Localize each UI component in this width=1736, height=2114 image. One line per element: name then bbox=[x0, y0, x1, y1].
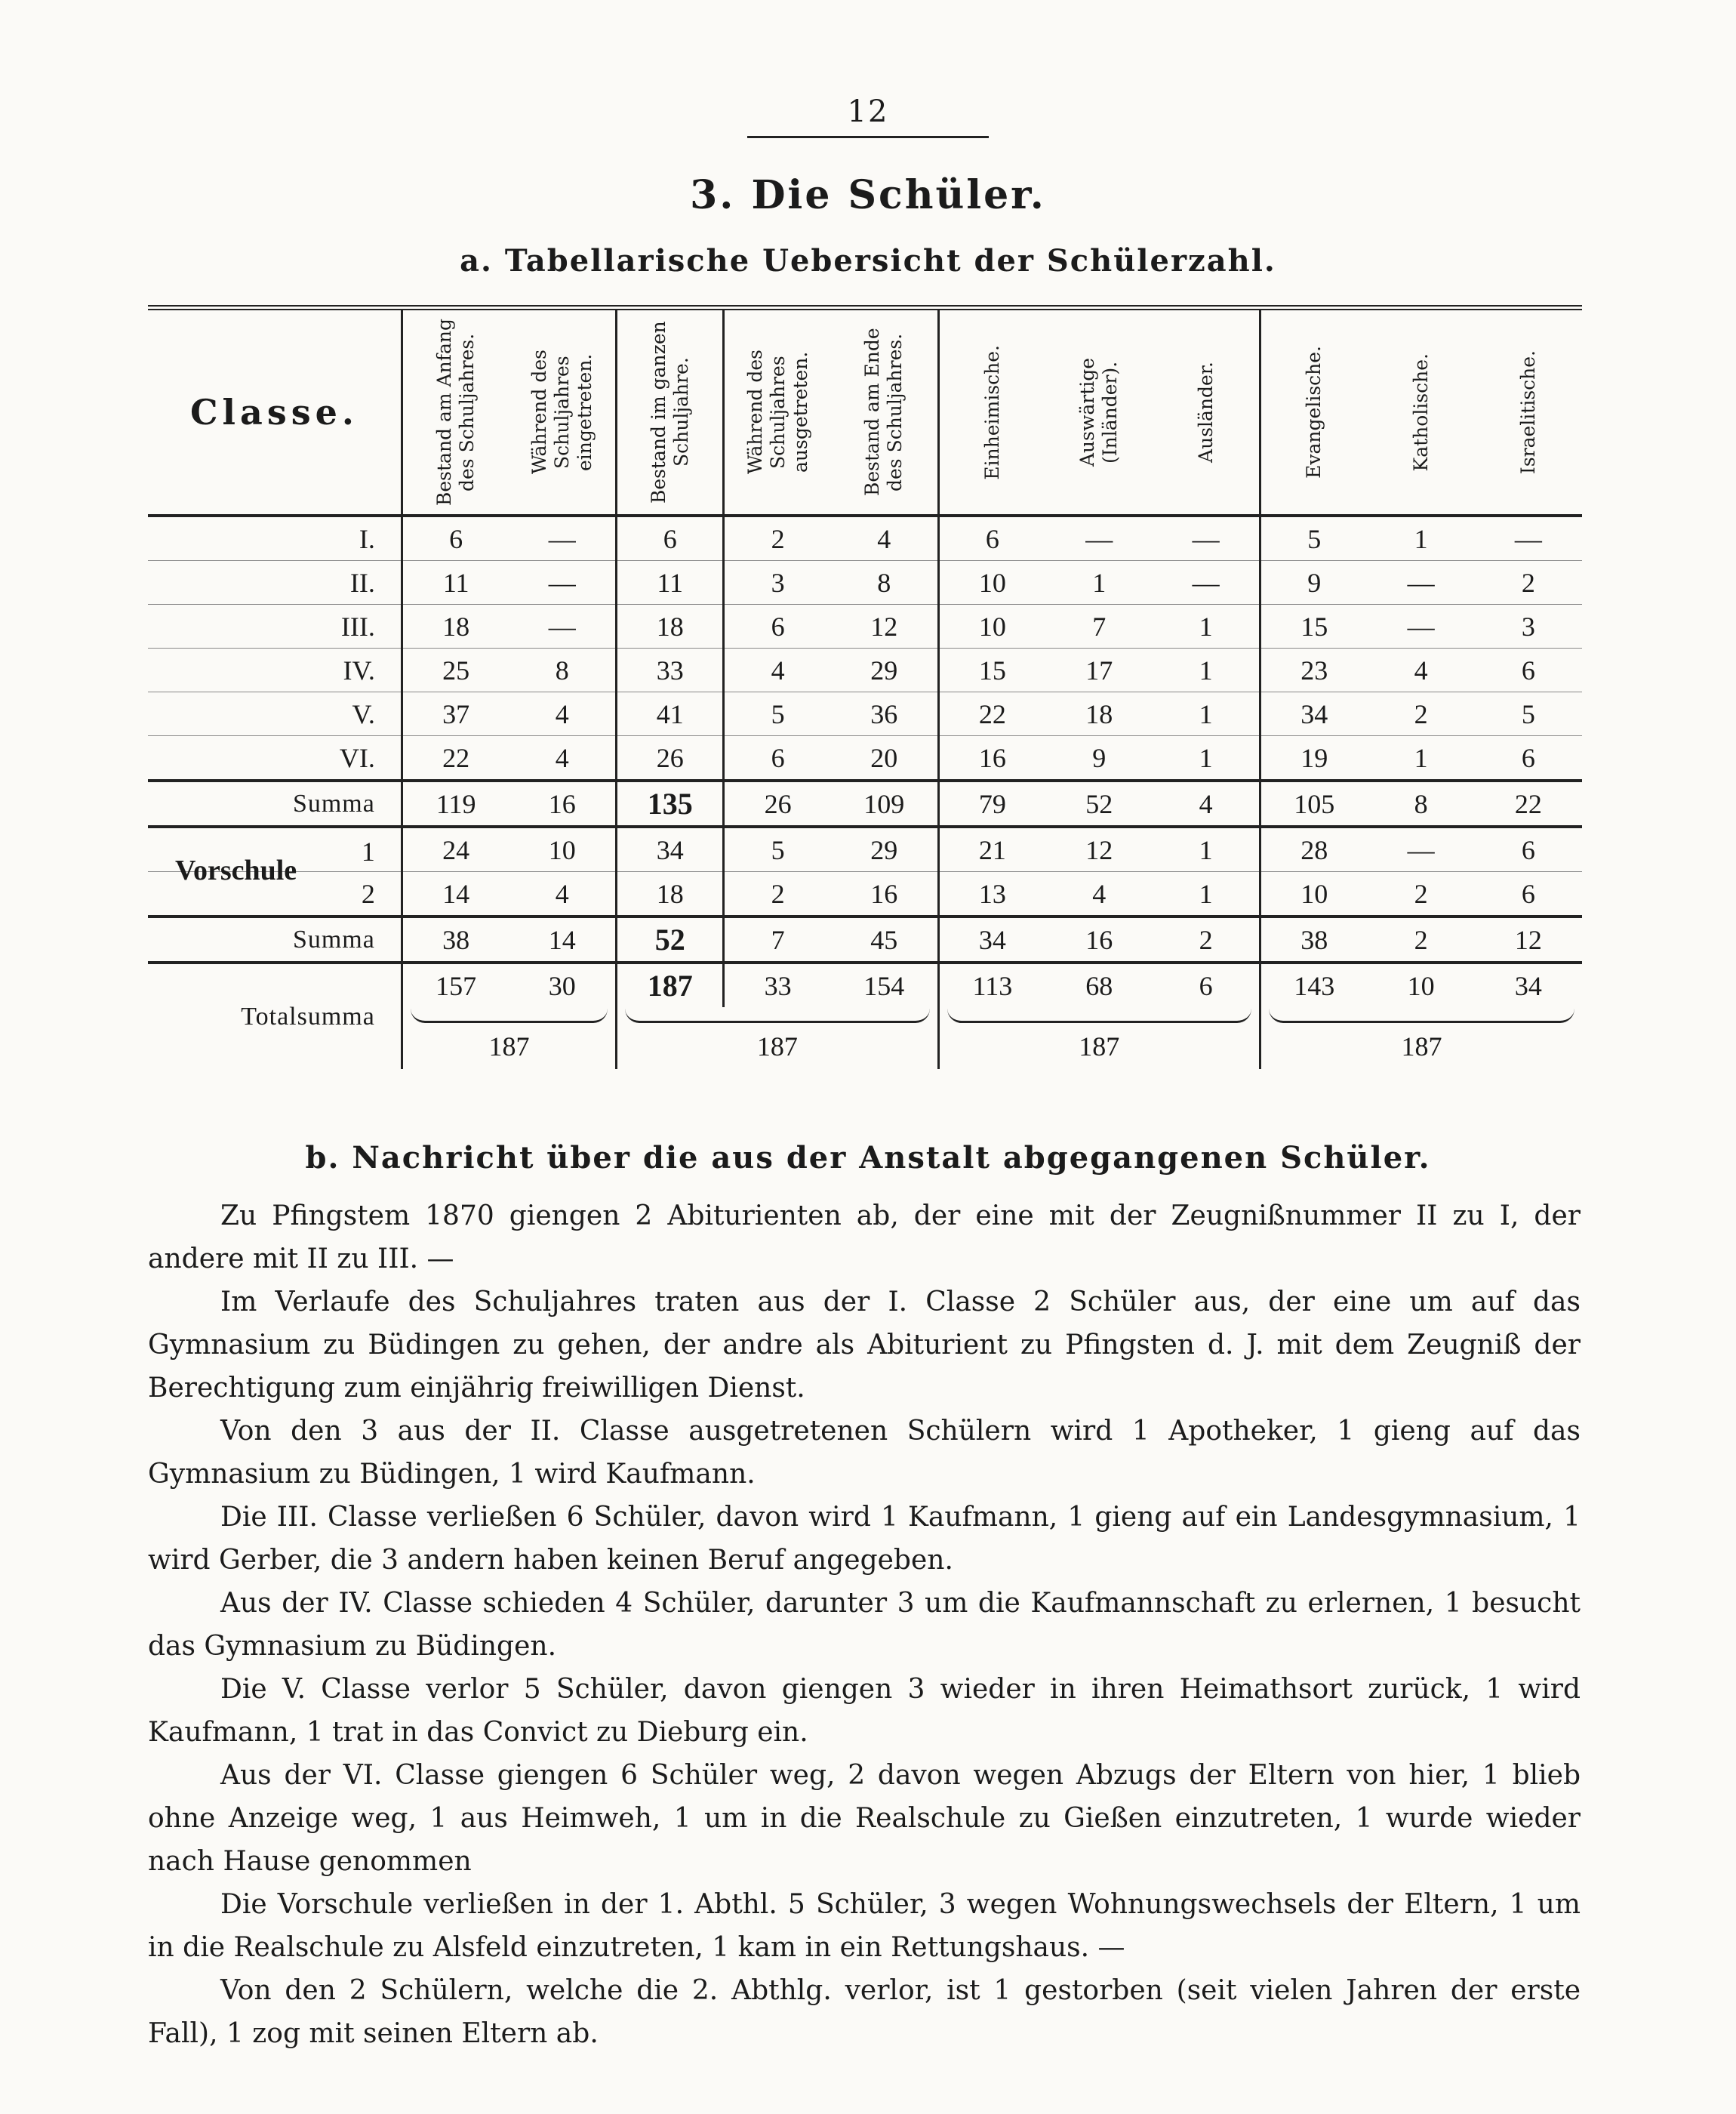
table-cell: 4 bbox=[509, 692, 616, 736]
table-cell: 13 bbox=[938, 872, 1045, 917]
table-cell: 4 bbox=[724, 649, 831, 692]
table-cell: 4 bbox=[509, 872, 616, 917]
table-cell: 28 bbox=[1260, 827, 1367, 872]
table-cell: 6 bbox=[938, 516, 1045, 561]
table-cell: 36 bbox=[831, 692, 938, 736]
section-title: 3. Die Schüler. bbox=[690, 172, 1046, 218]
vorschule-row bbox=[148, 827, 1582, 872]
group-total: 187 bbox=[617, 1024, 938, 1069]
table-cell: 135 bbox=[617, 781, 724, 827]
table-cell: 8 bbox=[509, 649, 616, 692]
paragraph: Aus der IV. Classe schieden 4 Schüler, darunter 3 um die Kaufmannschaft zu erlernen, 1 besucht das Gymnasium zu Büdingen. bbox=[148, 1588, 1581, 1662]
table-cell: 14 bbox=[402, 872, 509, 917]
table-cell: 105 bbox=[1260, 781, 1367, 827]
column-header: Einheimische. bbox=[938, 308, 1045, 516]
table-cell: 33 bbox=[724, 963, 831, 1007]
column-header: Auswärtige (Inländer). bbox=[1045, 308, 1153, 516]
table-cell: 7 bbox=[1045, 605, 1153, 649]
column-header: Während des Schuljahres eingetreten. bbox=[509, 308, 616, 516]
table-cell: — bbox=[1368, 561, 1475, 605]
table-cell: 26 bbox=[724, 781, 831, 827]
column-header: Bestand im ganzen Schuljahre. bbox=[617, 308, 724, 516]
table-cell: — bbox=[1368, 827, 1475, 872]
table-cell: 143 bbox=[1260, 963, 1367, 1007]
table-cell: 16 bbox=[831, 872, 938, 917]
table-cell: 6 bbox=[1475, 736, 1582, 781]
group-total: 187 bbox=[1260, 1024, 1582, 1069]
table-cell: — bbox=[509, 561, 616, 605]
table-cell: 34 bbox=[938, 917, 1045, 963]
table-cell: 1 bbox=[1045, 561, 1153, 605]
table-cell: 4 bbox=[509, 736, 616, 781]
table-row bbox=[148, 649, 1582, 692]
table-cell: 37 bbox=[402, 692, 509, 736]
table-cell: 10 bbox=[1260, 872, 1367, 917]
table-cell: 26 bbox=[617, 736, 724, 781]
table-cell: 6 bbox=[1475, 649, 1582, 692]
table-cell: — bbox=[1475, 516, 1582, 561]
summa-row bbox=[148, 781, 1582, 827]
table-cell: 25 bbox=[402, 649, 509, 692]
table-cell: 20 bbox=[831, 736, 938, 781]
table-cell: 1 bbox=[1153, 872, 1260, 917]
row-label: VI. bbox=[148, 736, 402, 781]
table-cell: 187 bbox=[617, 963, 724, 1007]
departures-text bbox=[148, 1194, 1581, 2055]
table-cell: 14 bbox=[509, 917, 616, 963]
table-cell: 16 bbox=[509, 781, 616, 827]
table-cell: 3 bbox=[724, 561, 831, 605]
table-cell: 1 bbox=[1153, 605, 1260, 649]
page-number: 12 bbox=[847, 94, 889, 129]
table-cell: 21 bbox=[938, 827, 1045, 872]
group-brace bbox=[1260, 1007, 1582, 1024]
table-cell: 34 bbox=[1260, 692, 1367, 736]
table-cell: 154 bbox=[831, 963, 938, 1007]
table-cell: 11 bbox=[402, 561, 509, 605]
table-cell: — bbox=[1368, 605, 1475, 649]
table-cell: 38 bbox=[1260, 917, 1367, 963]
table-cell: 6 bbox=[617, 516, 724, 561]
table-cell: 2 bbox=[724, 516, 831, 561]
column-header: Während des Schuljahres ausgetreten. bbox=[724, 308, 831, 516]
table-cell: 15 bbox=[1260, 605, 1367, 649]
column-header: Bestand am Ende des Schuljahres. bbox=[831, 308, 938, 516]
table-cell: 10 bbox=[1368, 963, 1475, 1007]
table-cell: 2 bbox=[1368, 872, 1475, 917]
table-row bbox=[148, 692, 1582, 736]
table-cell: 2 bbox=[1368, 917, 1475, 963]
table-cell: 10 bbox=[938, 605, 1045, 649]
column-header: Israelitische. bbox=[1475, 308, 1582, 516]
table-cell: 5 bbox=[1475, 692, 1582, 736]
table-cell: — bbox=[1153, 516, 1260, 561]
vorschule-row bbox=[148, 872, 1582, 917]
table-cell: 6 bbox=[1475, 827, 1582, 872]
table-cell: 17 bbox=[1045, 649, 1153, 692]
column-header: Katholische. bbox=[1368, 308, 1475, 516]
table-cell: 52 bbox=[617, 917, 724, 963]
vorschule-sub-label: 2 bbox=[148, 872, 402, 917]
table-cell: 2 bbox=[1368, 692, 1475, 736]
table-cell: 1 bbox=[1153, 692, 1260, 736]
column-header: Bestand am Anfang des Schuljahres. bbox=[402, 308, 509, 516]
vorschule-label-cell bbox=[148, 827, 402, 886]
table-row bbox=[148, 605, 1582, 649]
table-cell: 18 bbox=[617, 605, 724, 649]
table-cell: 2 bbox=[724, 872, 831, 917]
total-label: Totalsumma bbox=[148, 963, 402, 1069]
table-cell: 1 bbox=[1153, 649, 1260, 692]
table-cell: 30 bbox=[509, 963, 616, 1007]
table-cell: 4 bbox=[831, 516, 938, 561]
table-cell: 1 bbox=[1368, 516, 1475, 561]
page-number-rule bbox=[747, 136, 989, 138]
table-cell: 4 bbox=[1368, 649, 1475, 692]
table-cell: 12 bbox=[1475, 917, 1582, 963]
table-cell: 22 bbox=[938, 692, 1045, 736]
paragraph: Von den 3 aus der II. Classe ausgetretenen Schülern wird 1 Apotheker, 1 gieng auf das Gymnasium zu Büdingen, 1 wird Kaufmann. bbox=[148, 1416, 1581, 1490]
row-label: V. bbox=[148, 692, 402, 736]
group-total: 187 bbox=[402, 1024, 616, 1069]
table-cell: 6 bbox=[724, 605, 831, 649]
total-row bbox=[148, 963, 1582, 1007]
table-header-row bbox=[148, 308, 1582, 516]
table-cell: 2 bbox=[1153, 917, 1260, 963]
table-cell: 22 bbox=[402, 736, 509, 781]
paragraph: Im Verlaufe des Schuljahres traten aus der I. Classe 2 Schüler aus, der eine um auf das Gymnasium zu Büdingen zu gehen, der andre als Abiturient zu Pfingsten d. J. mit dem Zeugniß der Berechtigung zum einjährig freiwilligen Dienst. bbox=[148, 1287, 1581, 1404]
table-row bbox=[148, 736, 1582, 781]
column-header: Evangelische. bbox=[1260, 308, 1367, 516]
table-cell: 16 bbox=[938, 736, 1045, 781]
table-cell: 6 bbox=[1153, 963, 1260, 1007]
table-title: a. Tabellarische Uebersicht der Schülerzahl. bbox=[460, 243, 1276, 279]
table-row bbox=[148, 561, 1582, 605]
row-label: Summa bbox=[148, 917, 402, 963]
paragraph: Die Vorschule verließen in der 1. Abthl. 5 Schüler, 3 wegen Wohnungswechsels der Eltern, 1 um in die Realschule zu Alsfeld einzutreten, 1 kam in ein Rettungshaus. — bbox=[148, 1889, 1581, 1963]
table-cell: 52 bbox=[1045, 781, 1153, 827]
table-cell: 18 bbox=[1045, 692, 1153, 736]
paragraph: Die III. Classe verließen 6 Schüler, davon wird 1 Kaufmann, 1 gieng auf ein Landesgymnasium, 1 wird Gerber, die 3 andern haben keinen Beruf angegeben. bbox=[148, 1502, 1581, 1576]
table-cell: — bbox=[1045, 516, 1153, 561]
table-cell: 2 bbox=[1475, 561, 1582, 605]
row-label: IV. bbox=[148, 649, 402, 692]
table-cell: 45 bbox=[831, 917, 938, 963]
section-b-title: b. Nachricht über die aus der Anstalt abgegangenen Schüler. bbox=[305, 1140, 1431, 1176]
table-cell: 29 bbox=[831, 649, 938, 692]
table-cell: 6 bbox=[724, 736, 831, 781]
table-cell: 4 bbox=[1153, 781, 1260, 827]
table-cell: 19 bbox=[1260, 736, 1367, 781]
table-cell: 41 bbox=[617, 692, 724, 736]
row-label: I. bbox=[148, 516, 402, 561]
row-label: III. bbox=[148, 605, 402, 649]
paragraph: Die V. Classe verlor 5 Schüler, davon giengen 3 wieder in ihren Heimathsort zurück, 1 wird Kaufmann, 1 trat in das Convict zu Dieburg ein. bbox=[148, 1674, 1581, 1748]
table-cell: 10 bbox=[509, 827, 616, 872]
table-cell: 9 bbox=[1045, 736, 1153, 781]
table-cell: 79 bbox=[938, 781, 1045, 827]
table-cell: 12 bbox=[831, 605, 938, 649]
table-cell: 23 bbox=[1260, 649, 1367, 692]
table-cell: 10 bbox=[938, 561, 1045, 605]
table-row bbox=[148, 516, 1582, 561]
table-cell: 113 bbox=[938, 963, 1045, 1007]
table-cell: 29 bbox=[831, 827, 938, 872]
table-cell: 7 bbox=[724, 917, 831, 963]
group-brace bbox=[938, 1007, 1260, 1024]
table-cell: 119 bbox=[402, 781, 509, 827]
class-column-header: Classe. bbox=[148, 308, 402, 516]
table-cell: 22 bbox=[1475, 781, 1582, 827]
table-cell: 3 bbox=[1475, 605, 1582, 649]
vorschule-label: Vorschule bbox=[175, 855, 297, 886]
table-cell: 33 bbox=[617, 649, 724, 692]
paragraph: Zu Pfingstem 1870 giengen 2 Abiturienten ab, der eine mit der Zeugnißnummer II zu I, der andere mit II zu III. — bbox=[148, 1200, 1581, 1274]
table-cell: 1 bbox=[1153, 827, 1260, 872]
table-cell: 5 bbox=[724, 827, 831, 872]
table-cell: 4 bbox=[1045, 872, 1153, 917]
table-cell: 34 bbox=[617, 827, 724, 872]
table-cell: 18 bbox=[402, 605, 509, 649]
table-cell: 11 bbox=[617, 561, 724, 605]
table-cell: 12 bbox=[1045, 827, 1153, 872]
table-cell: 5 bbox=[1260, 516, 1367, 561]
table-cell: 6 bbox=[1475, 872, 1582, 917]
table-cell: 5 bbox=[724, 692, 831, 736]
vorschule-sub-label: 1 bbox=[361, 837, 375, 867]
table-cell: 38 bbox=[402, 917, 509, 963]
table-cell: 68 bbox=[1045, 963, 1153, 1007]
summa-row bbox=[148, 917, 1582, 963]
student-count-table bbox=[148, 305, 1582, 1069]
table-body bbox=[148, 516, 1582, 1069]
group-brace bbox=[402, 1007, 616, 1024]
table-cell: 15 bbox=[938, 649, 1045, 692]
table-cell: — bbox=[509, 516, 616, 561]
table-cell: 1 bbox=[1153, 736, 1260, 781]
paragraph: Aus der VI. Classe giengen 6 Schüler weg, 2 davon wegen Abzugs der Eltern von hier, 1 blieb ohne Anzeige weg, 1 aus Heimweh, 1 um in die Realschule zu Gießen einzutreten, 1 wurde wieder nach Hause genommen bbox=[148, 1760, 1581, 1877]
paragraph: Von den 2 Schülern, welche die 2. Abthlg. verlor, ist 1 gestorben (seit vielen Jahren der erste Fall), 1 zog mit seinen Eltern ab. bbox=[148, 1975, 1581, 2049]
table-cell: 109 bbox=[831, 781, 938, 827]
table-cell: 34 bbox=[1475, 963, 1582, 1007]
group-brace bbox=[617, 1007, 938, 1024]
table-cell: 9 bbox=[1260, 561, 1367, 605]
row-label: II. bbox=[148, 561, 402, 605]
table-cell: 8 bbox=[1368, 781, 1475, 827]
row-label: Summa bbox=[148, 781, 402, 827]
table-cell: 24 bbox=[402, 827, 509, 872]
table-cell: 16 bbox=[1045, 917, 1153, 963]
table-cell: 8 bbox=[831, 561, 938, 605]
table-cell: — bbox=[509, 605, 616, 649]
table-cell: 18 bbox=[617, 872, 724, 917]
table-cell: — bbox=[1153, 561, 1260, 605]
table-cell: 157 bbox=[402, 963, 509, 1007]
column-header: Ausländer. bbox=[1153, 308, 1260, 516]
group-total: 187 bbox=[938, 1024, 1260, 1069]
table-cell: 6 bbox=[402, 516, 509, 561]
table-cell: 1 bbox=[1368, 736, 1475, 781]
